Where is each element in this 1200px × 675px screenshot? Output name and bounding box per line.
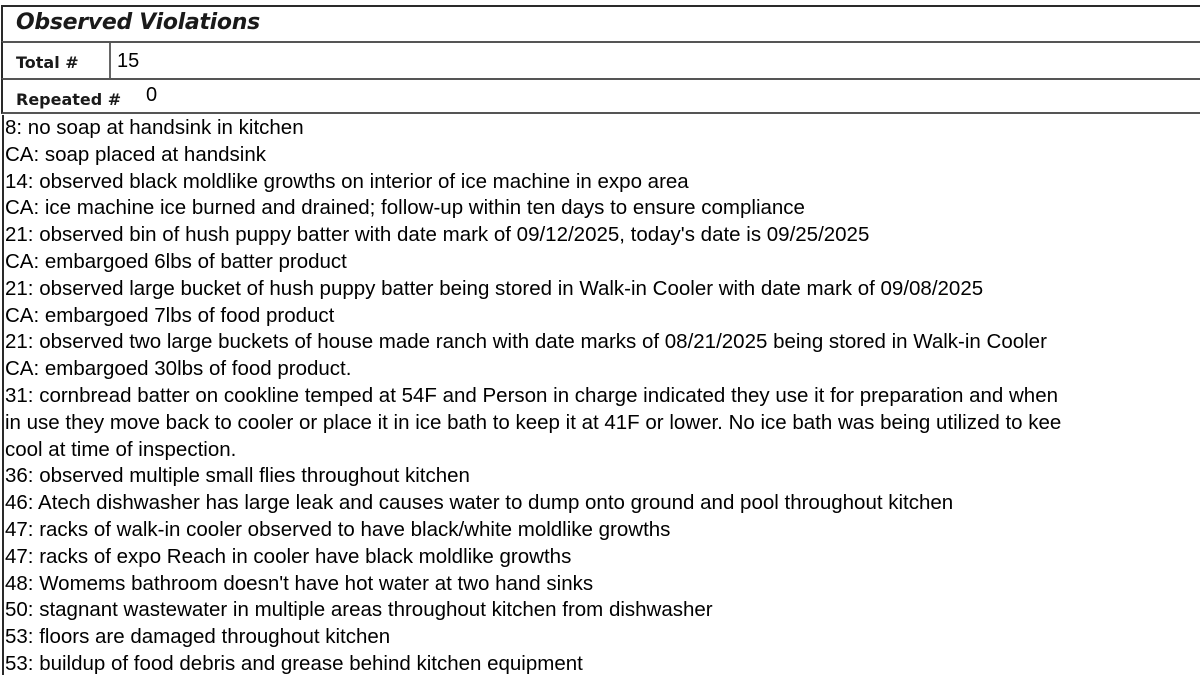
violation-line: 46: Atech dishwasher has large leak and causes water to dump onto ground and pool throughout kitchen — [5, 491, 954, 515]
total-count-row — [1, 41, 1200, 78]
violation-line: 14: observed black moldlike growths on interior of ice machine in expo area — [5, 169, 689, 193]
repeated-count-row — [1, 78, 1200, 114]
violation-line: 21: observed large bucket of hush puppy batter being stored in Walk-in Cooler with date mark of 09/08/2025 — [5, 276, 984, 300]
violation-line: 50: stagnant wastewater in multiple areas throughout kitchen from dishwasher — [5, 598, 713, 622]
violation-line: 8: no soap at handsink in kitchen — [5, 116, 304, 139]
violation-line: 48: Womems bathroom doesn't have hot water at two hand sinks — [5, 571, 594, 595]
repeated-count-label: Repeated # — [16, 90, 122, 109]
violation-line: in use they move back to cooler or place it in ice bath to keep it at 41F or lower. No ice bath was being utilized to kee — [5, 410, 1062, 434]
total-count-divider — [109, 43, 111, 78]
total-count-label: Total # — [16, 53, 79, 72]
violation-line: CA: embargoed 30lbs of food product. — [5, 357, 352, 381]
violations-list — [2, 115, 1200, 675]
violation-line: cool at time of inspection. — [5, 437, 237, 461]
section-header — [1, 5, 1200, 41]
violation-line: CA: ice machine ice burned and drained; follow-up within ten days to ensure compliance — [5, 196, 805, 220]
violation-line: 53: floors are damaged throughout kitchen — [5, 625, 391, 649]
violation-line: 21: observed two large buckets of house made ranch with date marks of 08/21/2025 being stored in Walk-in Cooler — [5, 330, 1047, 354]
violation-line: 47: racks of expo Reach in cooler have black moldlike growths — [5, 544, 572, 568]
violation-line: 21: observed bin of hush puppy batter with date mark of 09/12/2025, today's date is 09/25/2025 — [5, 223, 870, 247]
violation-line: 47: racks of walk-in cooler observed to have black/white moldlike growths — [5, 517, 671, 541]
violation-line: 36: observed multiple small flies throughout kitchen — [5, 464, 470, 488]
violation-line: CA: soap placed at handsink — [5, 142, 266, 166]
section-title: Observed Violations — [16, 10, 260, 35]
violation-line: CA: embargoed 6lbs of batter product — [5, 249, 347, 273]
total-count-value: 15 — [117, 50, 140, 72]
violation-line: 31: cornbread batter on cookline temped at 54F and Person in charge indicated they use it for preparation and when — [5, 383, 1059, 407]
repeated-count-value: 0 — [146, 84, 158, 106]
violation-line: CA: embargoed 7lbs of food product — [5, 303, 335, 327]
violation-line: 53: buildup of food debris and grease behind kitchen equipment — [5, 651, 583, 675]
